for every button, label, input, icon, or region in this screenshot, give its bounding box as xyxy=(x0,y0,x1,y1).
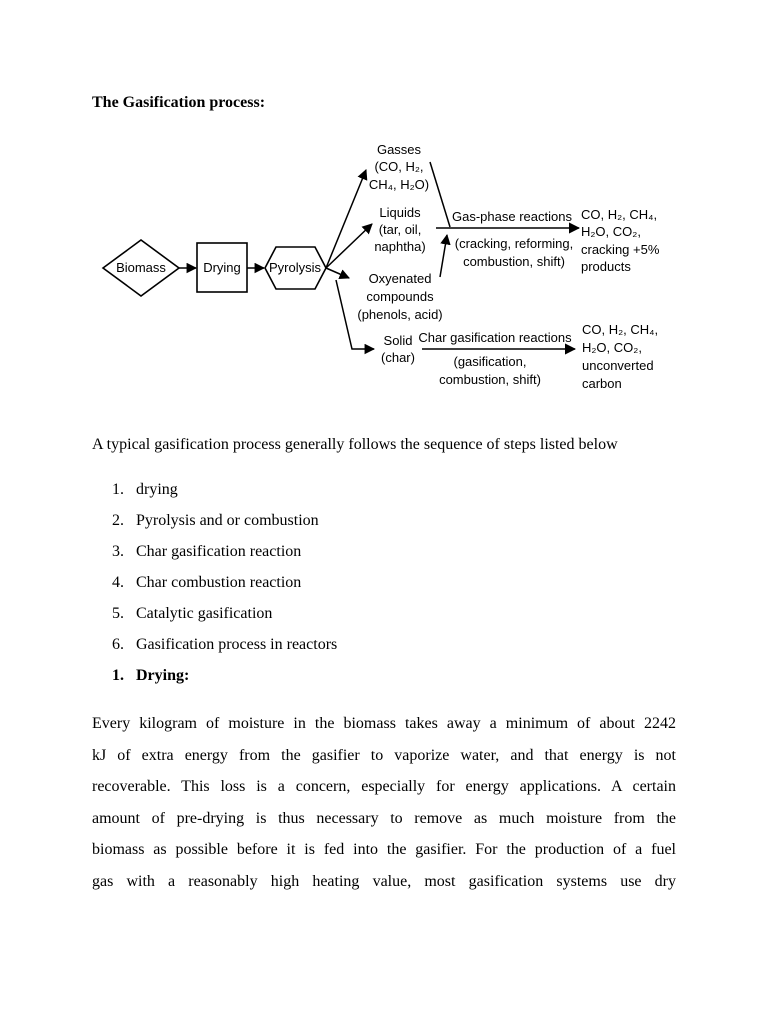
oxygenated-to-gas-phase-line xyxy=(440,235,447,277)
gas-phase-detail-1: (cracking, reforming, xyxy=(454,236,574,251)
list-item-text: Char combustion reaction xyxy=(136,574,302,591)
char-products-line-2: H₂O, CO₂, xyxy=(582,340,642,355)
list-item xyxy=(112,605,272,623)
list-item-number: 1. xyxy=(112,481,124,498)
list-item-text: Pyrolysis and or combustion xyxy=(136,512,319,529)
gas-products-line-4: products xyxy=(581,259,631,274)
drying-paragraph xyxy=(92,708,676,898)
char-products-line-4: carbon xyxy=(582,376,622,391)
gas-products-line-1: CO, H₂, CH₄, xyxy=(581,207,658,222)
paragraph-line: recoverable. This loss is a concern, especially for energy applications. A certain xyxy=(92,778,676,796)
gasses-line-3: CH₄, H₂O) xyxy=(368,177,430,192)
list-item xyxy=(112,636,337,654)
arrow-to-oxygenated xyxy=(326,268,349,278)
char-products-line-1: CO, H₂, CH₄, xyxy=(582,322,659,337)
drying-label: Drying xyxy=(203,260,241,275)
paragraph-line: gas with a reasonably high heating value, most gasification systems use dry xyxy=(92,872,676,890)
section-heading xyxy=(112,667,189,685)
liquids-line-3: naphtha) xyxy=(374,239,426,254)
char-title: Char gasification reactions xyxy=(418,330,572,345)
list-item-number: 3. xyxy=(112,543,124,560)
list-item xyxy=(112,574,301,592)
list-item xyxy=(112,512,319,530)
gas-phase-title: Gas-phase reactions xyxy=(452,209,572,224)
gas-products-line-3: cracking +5% xyxy=(581,242,660,257)
intro-paragraph: A typical gasification process generally follows the sequence of steps listed below xyxy=(92,436,618,453)
list-item-text: Gasification process in reactors xyxy=(136,636,338,653)
list-item-text: Char gasification reaction xyxy=(136,543,302,560)
oxygenated-line-3: (phenols, acid) xyxy=(357,307,443,322)
gasses-to-gas-phase-line xyxy=(430,162,450,227)
list-item xyxy=(112,481,178,499)
oxygenated-line-2: compounds xyxy=(366,289,434,304)
arrow-to-liquids xyxy=(326,224,372,268)
list-item-number: 4. xyxy=(112,574,124,591)
char-detail-2: combustion, shift) xyxy=(439,372,541,387)
gasses-line-2: (CO, H₂, xyxy=(374,159,424,174)
arrow-to-gasses xyxy=(326,170,366,268)
page-title: The Gasification process: xyxy=(92,94,266,111)
char-products-line-3: unconverted xyxy=(582,358,654,373)
liquids-line-2: (tar, oil, xyxy=(378,222,422,237)
list-item xyxy=(112,543,301,561)
list-item-text: drying xyxy=(136,481,178,498)
section-title: Drying: xyxy=(136,667,190,684)
gasses-title: Gasses xyxy=(376,142,422,157)
solid-title: Solid xyxy=(383,333,413,348)
gas-products-line-2: H₂O, CO₂, xyxy=(581,224,641,239)
char-detail-1: (gasification, xyxy=(453,354,527,369)
paragraph-line: amount of pre-drying is thus necessary to remove as much moisture from the xyxy=(92,809,676,827)
paragraph-line: biomass as possible before it is fed into the gasifier. For the production of a fuel xyxy=(92,841,676,859)
gas-phase-detail-2: combustion, shift) xyxy=(463,254,565,269)
liquids-title: Liquids xyxy=(379,205,421,220)
paragraph-line: Every kilogram of moisture in the biomass takes away a minimum of about 2242 xyxy=(92,715,676,732)
oxygenated-title: Oxyenated xyxy=(368,271,432,286)
gasification-process-diagram xyxy=(0,0,768,420)
list-item-number: 2. xyxy=(112,512,124,529)
section-number: 1. xyxy=(112,667,124,684)
list-item-number: 6. xyxy=(112,636,124,653)
pyrolysis-label: Pyrolysis xyxy=(268,260,322,275)
list-item-number: 5. xyxy=(112,605,124,622)
biomass-label: Biomass xyxy=(116,260,166,275)
solid-line-2: (char) xyxy=(381,350,415,365)
paragraph-line: kJ of extra energy from the gasifier to vaporize water, and that energy is not xyxy=(92,746,676,764)
list-item-text: Catalytic gasification xyxy=(136,605,273,622)
